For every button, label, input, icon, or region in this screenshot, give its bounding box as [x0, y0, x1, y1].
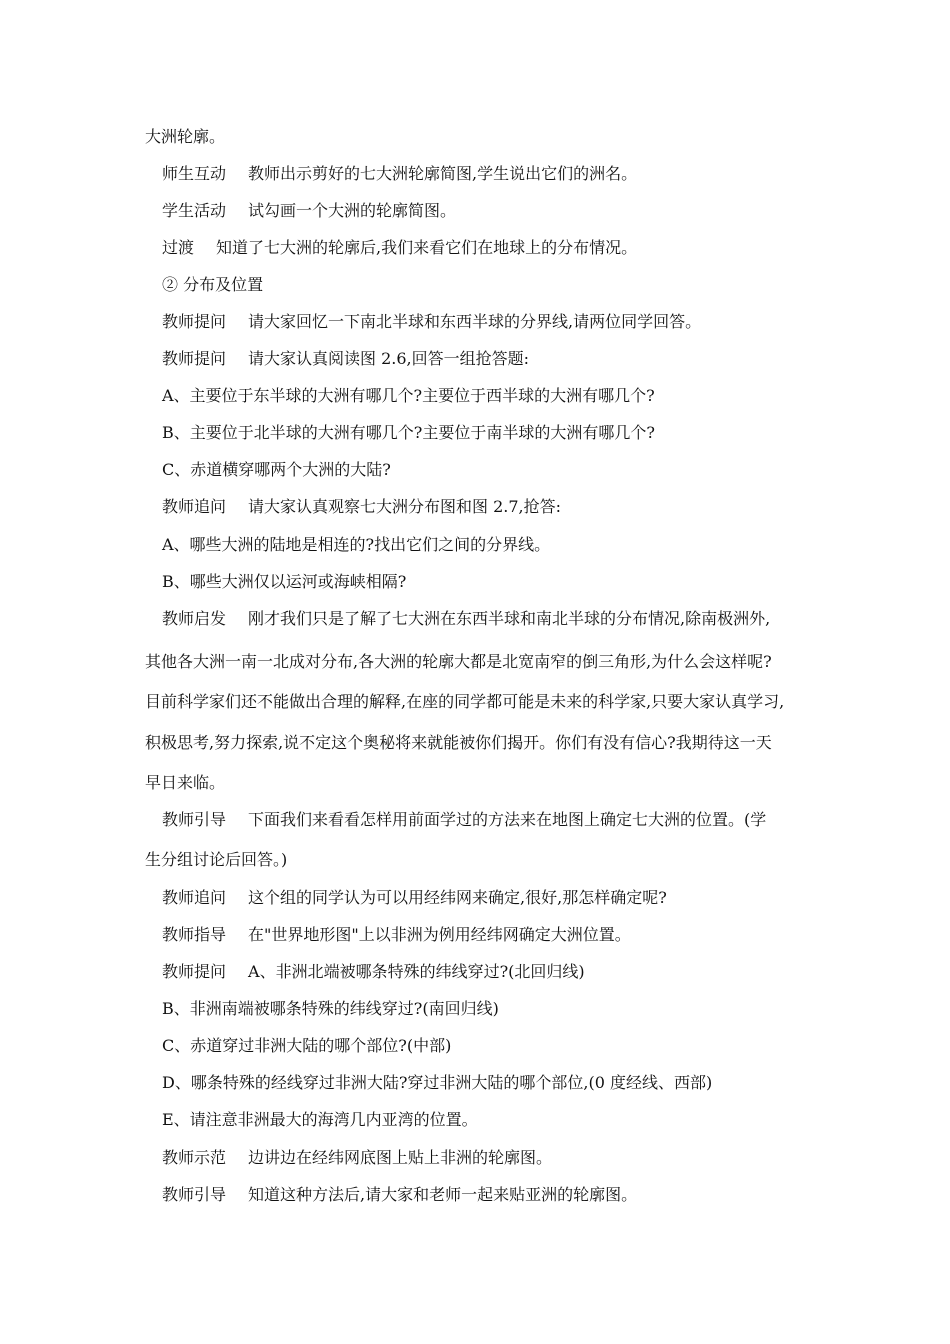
section-label: 教师指导 [162, 925, 227, 944]
line-text: C、赤道横穿哪两个大洲的大陆? [162, 460, 391, 479]
section-label: 师生互动 [162, 164, 227, 183]
line-text: 在"世界地形图"上以非洲为例用经纬网确定大洲位置。 [248, 925, 631, 944]
section-label: 学生活动 [162, 201, 227, 220]
line-text: A、主要位于东半球的大洲有哪几个?主要位于西半球的大洲有哪几个? [162, 386, 655, 405]
paragraph-line [162, 238, 637, 258]
line-text: 生分组讨论后回答。) [145, 850, 288, 869]
section-label: 教师追问 [162, 888, 227, 907]
question-item [162, 460, 391, 480]
line-text: E、请注意非洲最大的海湾几内亚湾的位置。 [162, 1110, 478, 1129]
line-text: B、主要位于北半球的大洲有哪几个?主要位于南半球的大洲有哪几个? [162, 423, 655, 442]
paragraph-line [162, 609, 770, 629]
section-label: 教师提问 [162, 349, 227, 368]
section-label: 教师引导 [162, 810, 227, 829]
question-item [162, 1073, 712, 1093]
question-item [162, 535, 550, 555]
section-label: 教师追问 [162, 497, 227, 516]
section-label: 教师提问 [162, 312, 227, 331]
line-text: 下面我们来看看怎样用前面学过的方法来在地图上确定七大洲的位置。(学 [248, 810, 767, 829]
line-text: 知道这种方法后,请大家和老师一起来贴亚洲的轮廓图。 [248, 1185, 638, 1204]
line-text: D、哪条特殊的经线穿过非洲大陆?穿过非洲大陆的哪个部位,(0 度经线、西部) [162, 1073, 713, 1092]
question-item [162, 999, 499, 1019]
text-line [145, 652, 772, 672]
line-text: 边讲边在经纬网底图上贴上非洲的轮廓图。 [248, 1148, 553, 1167]
section-label: 过渡 [162, 238, 195, 257]
paragraph-line [162, 925, 631, 945]
section-label: 教师启发 [162, 609, 227, 628]
line-text: 教师出示剪好的七大洲轮廓简图,学生说出它们的洲名。 [248, 164, 638, 183]
line-text: 早日来临。 [145, 773, 226, 792]
text-line [145, 127, 225, 147]
line-text: 目前科学家们还不能做出合理的解释,在座的同学都可能是未来的科学家,只要大家认真学习, [145, 692, 785, 711]
question-item [162, 423, 655, 443]
paragraph-line [162, 201, 456, 221]
line-text: 请大家认真观察七大洲分布图和图 2.7,抢答: [248, 497, 562, 516]
line-text: B、哪些大洲仅以运河或海峡相隔? [162, 572, 407, 591]
section-label: 教师引导 [162, 1185, 227, 1204]
line-text: 其他各大洲一南一北成对分布,各大洲的轮廓大都是北宽南窄的倒三角形,为什么会这样呢? [145, 652, 772, 671]
paragraph-line [162, 312, 701, 332]
line-text: 试勾画一个大洲的轮廓简图。 [248, 201, 457, 220]
line-text: 请大家认真阅读图 2.6,回答一组抢答题: [248, 349, 530, 368]
question-item [162, 1110, 478, 1130]
question-item [162, 386, 655, 406]
paragraph-line [162, 164, 637, 184]
line-text: B、非洲南端被哪条特殊的纬线穿过?(南回归线) [162, 999, 499, 1018]
section-heading [162, 275, 263, 295]
paragraph-line [162, 1185, 637, 1205]
section-label: 教师提问 [162, 962, 227, 981]
line-text: A、非洲北端被哪条特殊的纬线穿过?(北回归线) [248, 962, 585, 981]
line-text: 刚才我们只是了解了七大洲在东西半球和南北半球的分布情况,除南极洲外, [248, 609, 771, 628]
paragraph-line [162, 497, 561, 517]
paragraph-line [162, 962, 585, 982]
text-line [145, 773, 225, 793]
paragraph-line [162, 1148, 552, 1168]
line-text: 大洲轮廓。 [145, 127, 226, 146]
line-text: C、赤道穿过非洲大陆的哪个部位?(中部) [162, 1036, 452, 1055]
line-text: 这个组的同学认为可以用经纬网来确定,很好,那怎样确定呢? [248, 888, 667, 907]
section-label: 教师示范 [162, 1148, 227, 1167]
text-line [145, 733, 772, 753]
question-item [162, 572, 406, 592]
paragraph-line [162, 810, 766, 830]
line-text: 积极思考,努力探索,说不定这个奥秘将来就能被你们揭开。你们有没有信心?我期待这一天 [145, 733, 772, 752]
line-text: 请大家回忆一下南北半球和东西半球的分界线,请两位同学回答。 [248, 312, 702, 331]
paragraph-line [162, 349, 529, 369]
heading-text: ② 分布及位置 [162, 275, 264, 294]
question-item [162, 1036, 451, 1056]
line-text: 知道了七大洲的轮廓后,我们来看它们在地球上的分布情况。 [216, 238, 638, 257]
paragraph-line [162, 888, 667, 908]
text-line [145, 850, 287, 870]
text-line [145, 692, 784, 712]
line-text: A、哪些大洲的陆地是相连的?找出它们之间的分界线。 [162, 535, 551, 554]
